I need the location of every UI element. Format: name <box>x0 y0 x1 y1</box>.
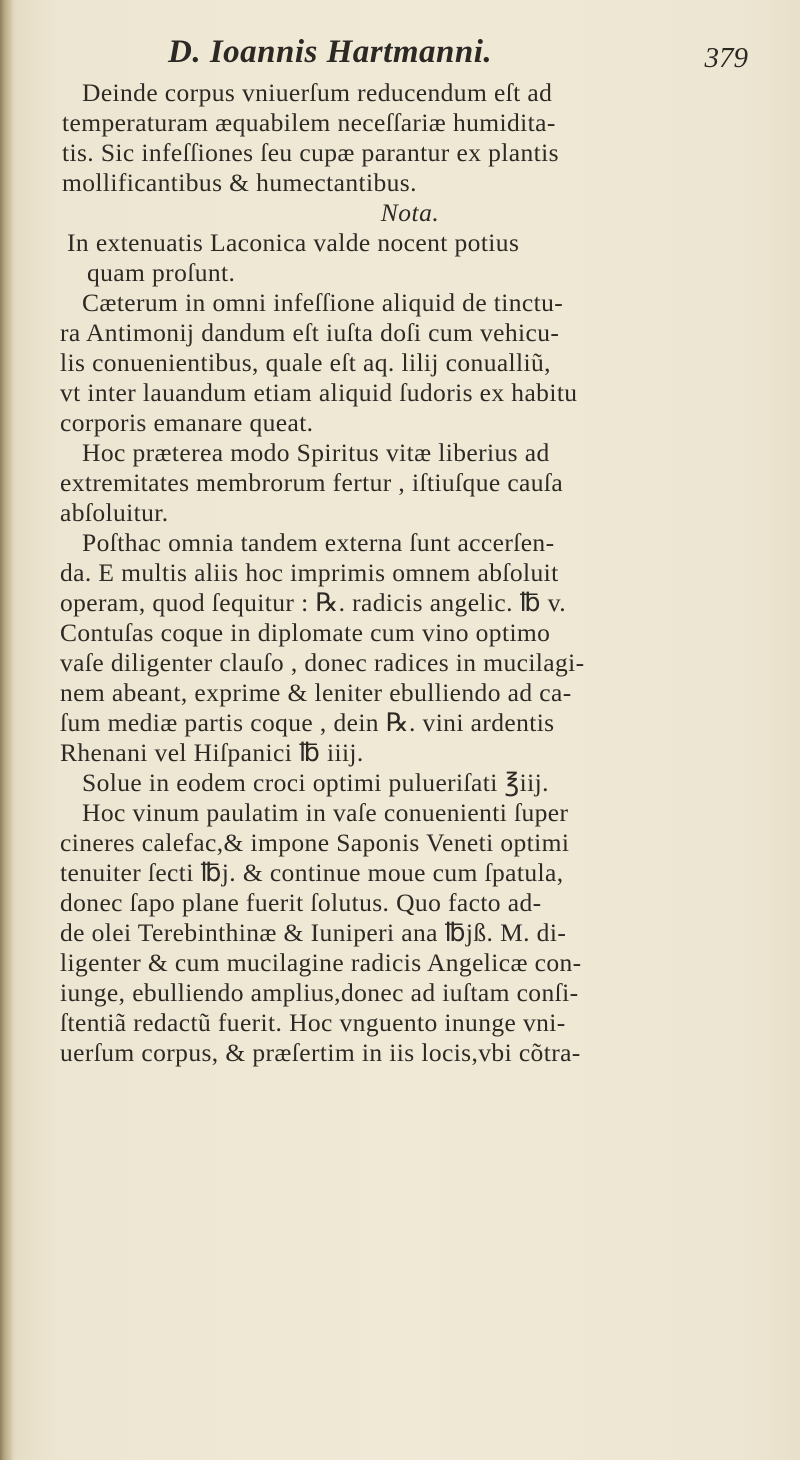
text-line: Hoc præterea modo Spiritus vitæ liberius ad <box>82 438 550 467</box>
text-line: uerſum corpus, & præſertim in iis locis,vbi cõtra- <box>60 1038 581 1067</box>
binding-gutter-shadow <box>0 0 14 1460</box>
text-line: tis. Sic infeſſiones ſeu cupæ parantur ex plantis <box>62 138 559 167</box>
text-line: cineres calefac,& impone Saponis Veneti optimi <box>60 828 570 857</box>
text-line: ſtentiã redactũ fuerit. Hoc vnguento inunge vni- <box>60 1008 566 1037</box>
text-line: quam proſunt. <box>87 258 236 287</box>
text-line: donec ſapo plane fuerit ſolutus. Quo facto ad- <box>60 888 542 917</box>
text-line: abſoluitur. <box>60 498 169 527</box>
text-line: ſum mediæ partis coque , dein ℞. vini ardentis <box>60 708 555 737</box>
body-text <box>60 78 760 1068</box>
text-line: extremitates membrorum fertur , iſtiuſque cauſa <box>60 468 564 497</box>
text-line: operam, quod ſequitur : ℞. radicis angelic. ℔ v. <box>60 588 566 617</box>
text-line: vaſe diligenter clauſo , donec radices in mucilagi- <box>60 648 585 677</box>
text-line: temperaturam æquabilem neceſſariæ humidita- <box>62 108 556 137</box>
text-line: Deinde corpus vniuerſum reducendum eſt ad <box>82 78 553 107</box>
text-line: In extenuatis Laconica valde nocent potius <box>67 228 520 257</box>
text-line: Rhenani vel Hiſpanici ℔ iiij. <box>60 738 364 767</box>
text-line: ligenter & cum mucilagine radicis Angelicæ con- <box>60 948 582 977</box>
text-line: nem abeant, exprime & leniter ebulliendo ad ca- <box>60 678 572 707</box>
text-line: Poſthac omnia tandem externa ſunt accerſen- <box>82 528 555 557</box>
text-line: tenuiter ſecti ℔j. & continue moue cum ſpatula, <box>60 858 564 887</box>
page-number: 379 <box>704 42 748 74</box>
running-head: D. Ioannis Hartmanni. <box>168 34 493 70</box>
text-line: lis conuenientibus, quale eſt aq. lilij conualliũ, <box>60 348 551 377</box>
text-line: vt inter lauandum etiam aliquid ſudoris ex habitu <box>60 378 578 407</box>
text-line: ra Antimonij dandum eſt iuſta doſi cum vehicu- <box>60 318 560 347</box>
section-heading: Nota. <box>380 198 440 227</box>
text-line: Contuſas coque in diplomate cum vino optimo <box>60 618 551 647</box>
text-line: da. E multis aliis hoc imprimis omnem abſoluit <box>60 558 559 587</box>
text-line: Hoc vinum paulatim in vaſe conuenienti ſuper <box>82 798 569 827</box>
text-line: Solue in eodem croci optimi pulueriſati ℥iij. <box>82 768 549 797</box>
text-line: iunge, ebulliendo amplius,donec ad iuſtam conſi- <box>60 978 579 1007</box>
text-line: de olei Terebinthinæ & Iuniperi ana ℔jß. M. di- <box>60 918 567 947</box>
text-line: mollificantibus & humectantibus. <box>62 168 417 197</box>
text-line: corporis emanare queat. <box>60 408 314 437</box>
text-line: Cæterum in omni infeſſione aliquid de tinctu- <box>82 288 564 317</box>
